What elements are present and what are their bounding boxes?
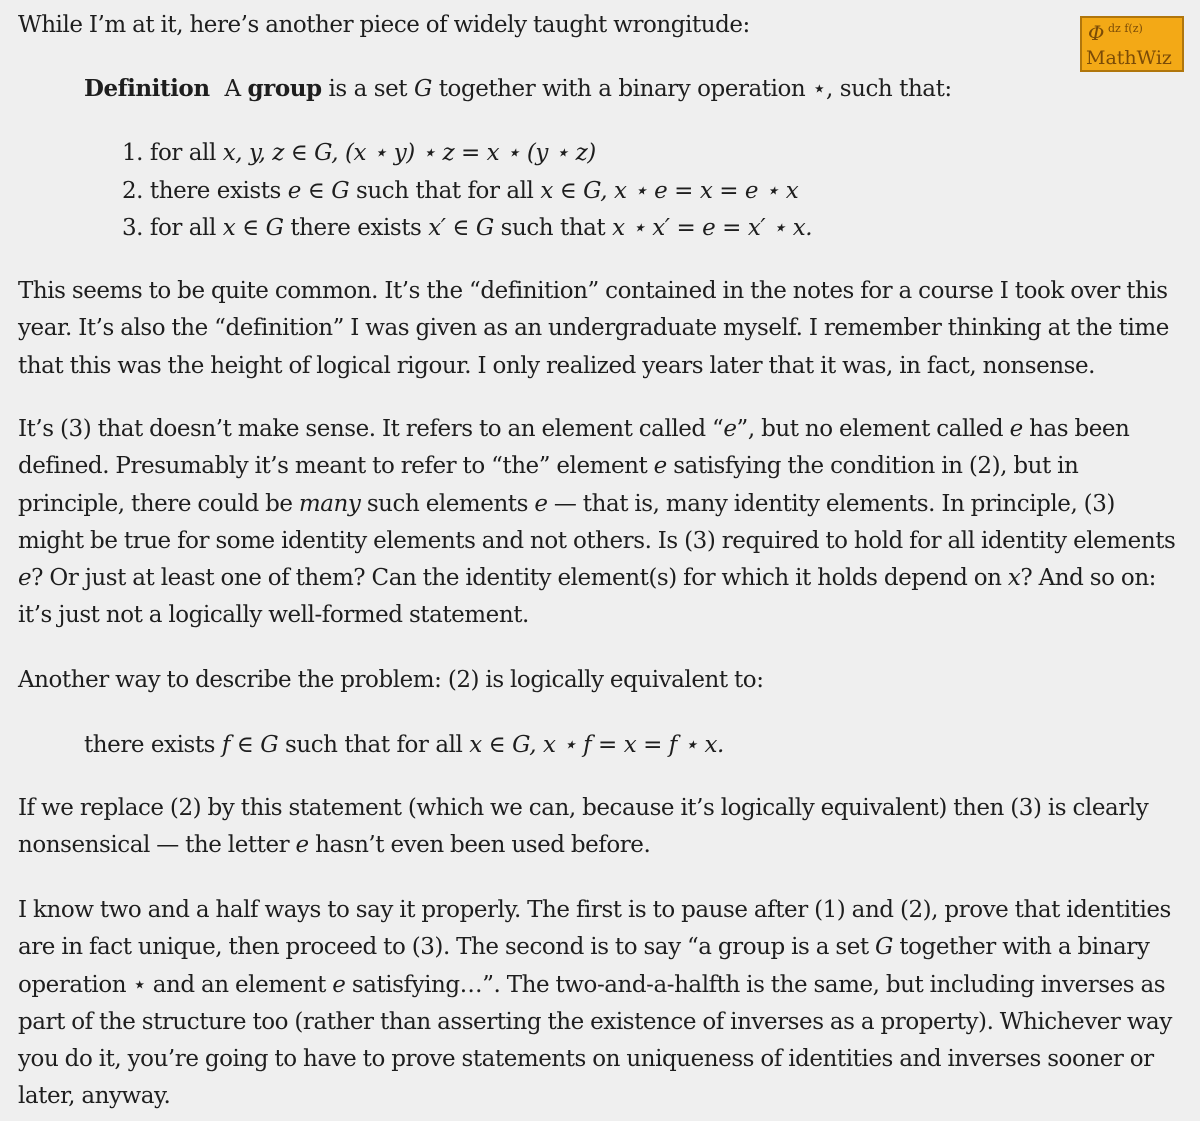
axiom-text: for all [149, 140, 216, 166]
definition-term: group [247, 75, 322, 102]
math-G: G [875, 934, 893, 961]
equivalent-statement [84, 727, 724, 764]
emphasis-many: many [298, 490, 361, 517]
axiom-text: there exists [149, 177, 281, 204]
axiom-text: for all [149, 215, 216, 241]
math-e: e [653, 453, 667, 480]
axiom-text: there exists [290, 215, 422, 241]
axiom-text: such that for all [356, 177, 534, 204]
logo-formula: dz f(z) [1108, 22, 1143, 35]
text-run: If we replace (2) by this statement (which we can, because it’s logically equivalent) then (3) is clearly nonsensical — the letter [18, 795, 1149, 859]
logo-phi-glyph: Φ [1088, 21, 1105, 45]
axiom-item [122, 210, 812, 248]
axiom-text: such that [500, 215, 606, 241]
logo-wordmark: MathWiz [1086, 47, 1172, 69]
text-run: I know two and a half ways to say it properly. The first is to pause after (1) and (2), prove that identities are in fact unique, then proceed to (3). The second is to say “a group is a set [18, 897, 1171, 961]
axiom-list [122, 135, 812, 248]
text-run: satisfying…”. The two-and-a-halfth is the same, but including inverses as part of the structure too (rather than asserting the existence of inverses as a property). Whichever way you do it, you’re going to have to prove statements on uniqueness of identities and inverses sooner or later, anyway. [18, 971, 1172, 1110]
axiom-math: x ⋆ x′ = e = x′ ⋆ x. [612, 215, 813, 241]
text-run: hasn’t even been used before. [315, 832, 651, 859]
math-e: e [534, 490, 548, 517]
text-run: ? Or just at least one of them? Can the identity element(s) for which it holds depend on [31, 565, 1002, 592]
text-run: It’s (3) that doesn’t make sense. It refers to an element called “ [18, 416, 724, 442]
text-run: ? And so on: it’s just not a logically well-formed statement. [18, 565, 1156, 629]
axiom-math: x′ ∈ G [428, 215, 494, 241]
math-e: e [295, 832, 309, 859]
intro-text: While I’m at it, here’s another piece of widely taught wrongitude: [18, 12, 750, 38]
text-run: has been defined. Presumably it’s meant to refer to “the” element [18, 416, 1130, 480]
equiv-text: there exists [84, 732, 215, 758]
definition-text-b: together with a binary operation ⋆, such that: [438, 76, 952, 102]
axiom-item [122, 173, 812, 211]
math-x: x [1007, 565, 1021, 592]
equiv-math: x ∈ G, x ⋆ f = x = f ⋆ x. [469, 732, 724, 758]
text-run: — that is, many identity elements. In principle, (3) might be true for some identity elements and not others. Is (3) required to hold for all identity elements [18, 490, 1176, 554]
text-run: ”, but no element called [736, 416, 1004, 442]
definition-label: Definition [84, 75, 210, 102]
paragraph-problem-with-3 [18, 411, 1183, 635]
equiv-text: such that for all [285, 732, 463, 758]
text-run: such elements [366, 490, 528, 517]
math-e: e [18, 565, 32, 592]
definition-set-symbol: G [413, 76, 432, 102]
math-e: e [332, 971, 346, 998]
mathwiz-logo-icon [1082, 18, 1182, 70]
axiom-math: x ∈ G [222, 215, 284, 241]
axiom-math: x, y, z ∈ G, (x ⋆ y) ⋆ z = x ⋆ (y ⋆ z) [222, 140, 596, 166]
group-definition [84, 70, 952, 108]
paragraph-common-definition: This seems to be quite common. It’s the “definition” contained in the notes for a course I took over this year. It’s also the “definition” I was given as an undergraduate myself. I remember thinking at the time that this was the height of logical rigour. I only realized years later that it was, in fact, nonsense. [18, 278, 1169, 379]
math-e: e [723, 416, 737, 442]
axiom-item [122, 135, 812, 173]
definition-article: A [224, 76, 241, 102]
definition-text-a: is a set [328, 76, 408, 102]
axiom-math: x ∈ G, x ⋆ e = x = e ⋆ x [540, 177, 799, 204]
axiom-number: 3. [122, 215, 144, 241]
equiv-math: f ∈ G [221, 732, 279, 758]
axiom-number: 1. [122, 140, 144, 166]
math-e: e [1009, 416, 1023, 442]
axiom-number: 2. [122, 177, 144, 204]
mathwiz-logo [1080, 16, 1184, 72]
text-run: satisfying the condition in (2), but in principle, there could be [18, 453, 1079, 517]
paragraph-another-way: Another way to describe the problem: (2) is logically equivalent to: [18, 667, 764, 693]
paragraph-proper-ways [18, 892, 1183, 1116]
text-run: together with a binary operation ⋆ and an element [18, 934, 1150, 998]
paragraph-replace-2 [18, 790, 1183, 865]
axiom-math: e ∈ G [287, 177, 350, 204]
